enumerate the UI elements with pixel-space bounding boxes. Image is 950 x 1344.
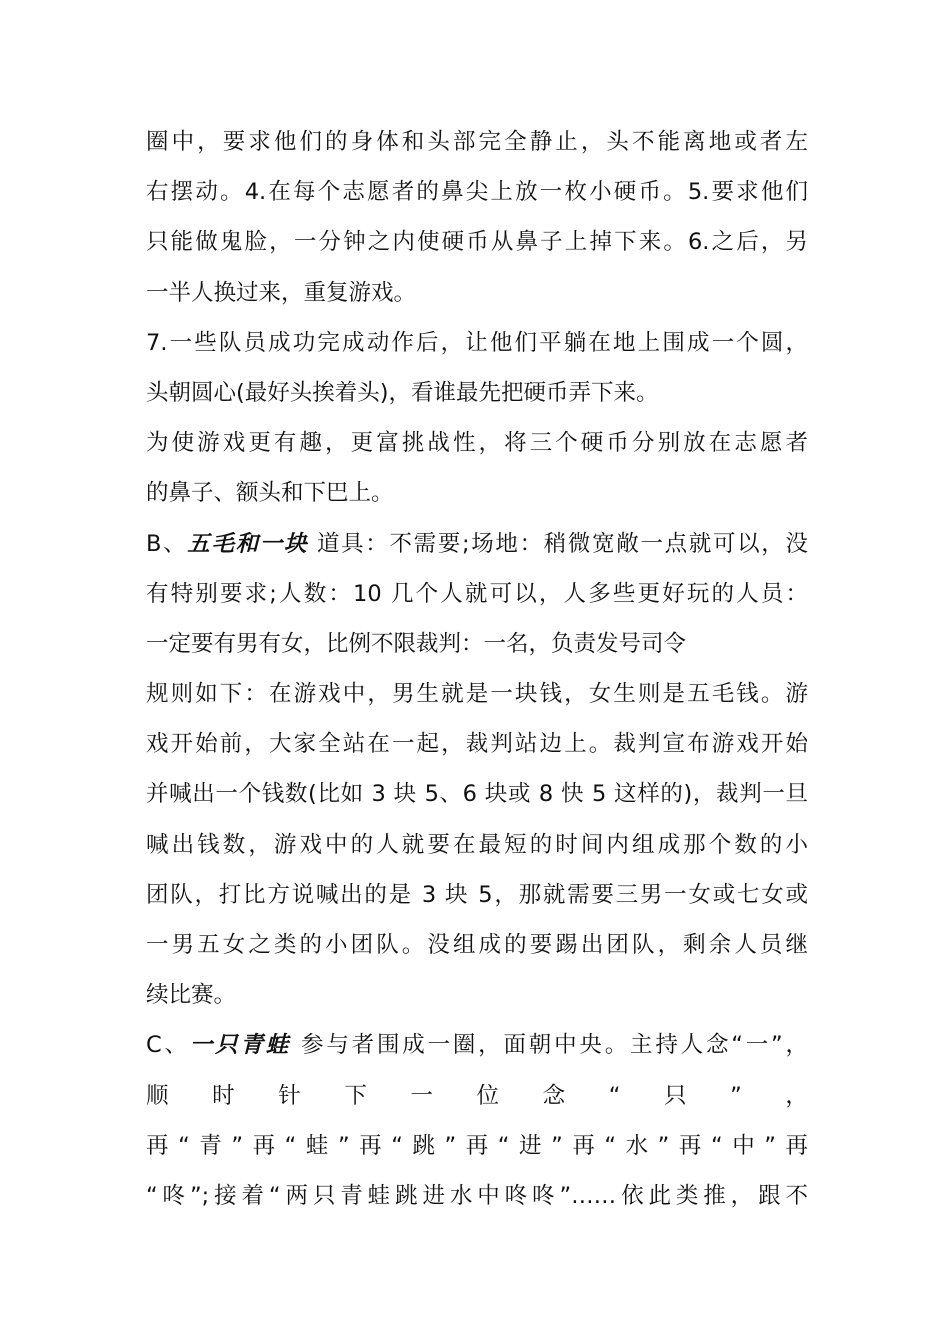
section-c-heading-line xyxy=(146,1020,808,1070)
spread-char: “ xyxy=(608,1082,621,1109)
spread-char: ， xyxy=(785,1082,808,1109)
text-line: 头朝圆心(最好头挨着头)，看谁最先把硬币弄下来。 xyxy=(146,379,659,406)
text-line: “咚”;接着“两只青蛙跳进水中咚咚”……依此类推，跟不 xyxy=(146,1182,808,1209)
section-c-title: 一只青蛙 xyxy=(189,1032,292,1059)
spread-char: 针 xyxy=(278,1082,301,1109)
section-b-intro: 道具：不需要;场地：稍微宽敞一点就可以，没 xyxy=(316,530,808,557)
text-line: 为使游戏更有趣，更富挑战性，将三个硬币分别放在志愿者 xyxy=(146,430,808,457)
text-line: 一半人换过来，重复游戏。 xyxy=(146,279,417,306)
section-b-prefix: B、 xyxy=(146,530,188,557)
text-line: 圈中，要求他们的身体和头部完全静止，头不能离地或者左 xyxy=(146,129,808,155)
text-line: 的鼻子、额头和下巴上。 xyxy=(146,480,394,507)
section-b-title: 五毛和一块 xyxy=(187,530,309,557)
spread-char: 下 xyxy=(344,1082,367,1109)
text-line: 只能做鬼脸，一分钟之内使硬币从鼻子上掉下来。6.之后，另 xyxy=(146,229,808,256)
document-body xyxy=(146,117,808,1221)
text-line: 一男五女之类的小团队。没组成的要踢出团队，剩余人员继 xyxy=(146,932,808,958)
text-line: 团队，打比方说喊出的是 3 块 5，那就需要三男一女或七女或 xyxy=(146,881,808,908)
spread-char: 念 xyxy=(542,1082,566,1109)
section-c-intro: 参与者围成一圈，面朝中央。主持人念“一”， xyxy=(301,1032,808,1059)
spread-text-line xyxy=(146,1071,808,1121)
spread-char: 一 xyxy=(410,1082,433,1109)
text-line: 右摆动。4.在每个志愿者的鼻尖上放一枚小硬币。5.要求他们 xyxy=(146,179,808,206)
text-line: 续比赛。 xyxy=(146,982,237,1009)
text-line: 规则如下：在游戏中，男生就是一块钱，女生则是五毛钱。游 xyxy=(146,681,808,708)
text-line: 喊出钱数，游戏中的人就要在最短的时间内组成那个数的小 xyxy=(146,831,808,858)
section-c-prefix: C、 xyxy=(146,1032,190,1059)
text-line: 再“青”再“蛙”再“跳”再“进”再“水”再“中”再 xyxy=(146,1132,808,1159)
spread-char: ” xyxy=(730,1082,742,1109)
text-line: 戏开始前，大家全站在一起，裁判站边上。裁判宣布游戏开始 xyxy=(146,731,808,758)
text-line: 并喊出一个钱数(比如 3 块 5、6 块或 8 快 5 这样的)，裁判一旦 xyxy=(146,781,808,808)
spread-char: 只 xyxy=(664,1082,687,1109)
text-line: 一定要有男有女，比例不限裁判：一名，负责发号司令 xyxy=(146,630,687,657)
spread-char: 时 xyxy=(212,1082,235,1109)
text-line: 7.一些队员成功完成动作后，让他们平躺在地上围成一个圆， xyxy=(146,329,808,356)
spread-char: 顺 xyxy=(146,1082,169,1109)
text-line: 有特别要求;人数：10 几个人就可以，人多些更好玩的人员： xyxy=(146,580,808,607)
section-b-heading-line xyxy=(146,519,808,569)
spread-char: 位 xyxy=(476,1082,500,1109)
